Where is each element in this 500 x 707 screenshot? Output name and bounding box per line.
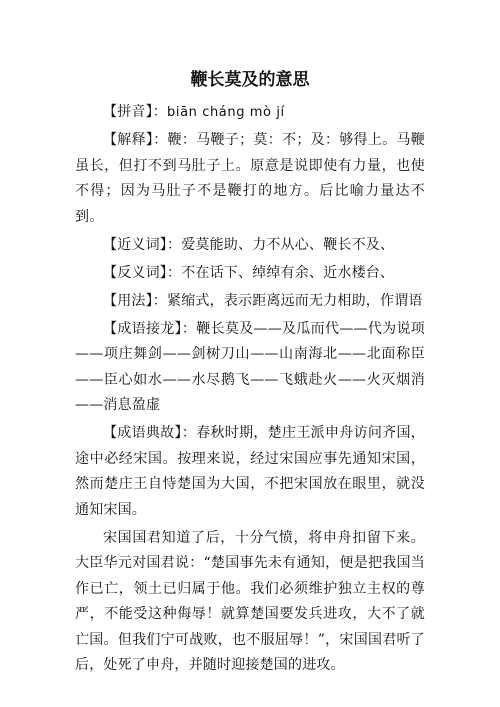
paragraph-explanation	[75, 128, 425, 230]
paragraph-idiom-chain	[75, 317, 425, 419]
paragraph-label: 【近义词】：	[103, 236, 182, 253]
paragraph-synonyms	[75, 233, 425, 259]
paragraph-text: 鞭：马鞭子；莫：不；及：够得上。马鞭虽长，但打不到马肚子上。原意是说即使有力量，也使不得；因为马肚子不是鞭打的地方。后比喻力量达不到。	[75, 132, 425, 225]
paragraph-label: 【成语接龙】：	[103, 320, 197, 337]
paragraph-label: 【反义词】：	[103, 264, 182, 281]
paragraph-pinyin	[75, 100, 425, 126]
document-body	[75, 100, 425, 679]
paragraph-allusion	[75, 421, 425, 523]
paragraph-text: 春秋时期，楚庄王派申舟访问齐国，途中必经宋国。按理来说，经过宋国应事先通知宋国，然而楚庄王自恃楚国为大国，不把宋国放在眼里，就没通知宋国。	[75, 425, 426, 518]
paragraph-text: 爱莫能助、力不从心、鞭长不及、	[181, 236, 395, 253]
paragraph-label: 【用法】：	[103, 292, 167, 309]
paragraph-usage	[75, 289, 425, 315]
paragraph-text: 紧缩式，表示距离远而无力相助，作谓语	[167, 292, 423, 309]
paragraph-label: 【拼音】：	[103, 104, 167, 120]
paragraph-text: 不在话下、绰绰有余、近水楼台、	[181, 264, 395, 281]
paragraph-label: 【成语典故】：	[103, 425, 197, 441]
paragraph-allusion-continued	[75, 526, 425, 679]
document-title: 鞭长莫及的意思	[190, 70, 310, 90]
paragraph-text: biān cháng mò jí	[167, 105, 285, 120]
paragraph-text: 宋国国君知道了后，十分气愤，将申舟扣留下来。大臣华元对国君说：“楚国事先未有通知，便是把我国当作已亡，领土已归属于他。我们必须维护独立主权的尊严，不能受这种侮辱！就算楚国要发兵进攻，大不了就亡国。但我们宁可战败，也不服屈辱！”，宋国国君听了后，处死了申舟，并随时迎接楚国的进攻。	[75, 529, 425, 673]
paragraph-label: 【解释】：	[103, 132, 168, 148]
paragraph-text: 鞭长莫及——及瓜而代——代为说项——项庄舞剑——剑树刀山——山南海北——北面称臣——臣心如水——水尽鹅飞——飞蛾赴火——火灭烟消——消息盈虚	[75, 320, 426, 413]
paragraph-antonyms	[75, 261, 425, 287]
